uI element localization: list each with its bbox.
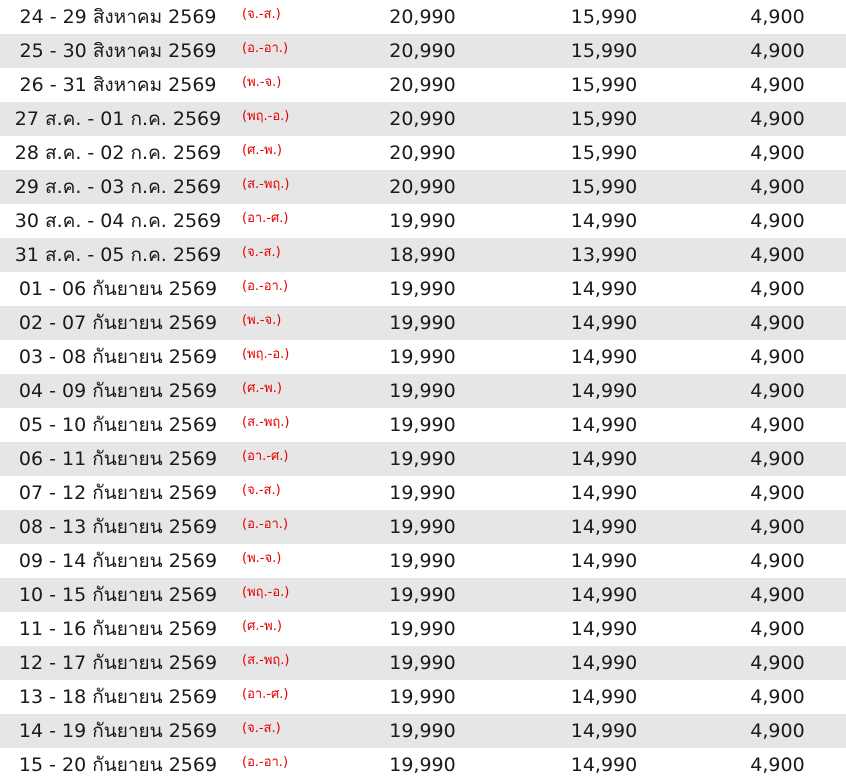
table-row [0,34,846,68]
day-range-cell: (อา.-ศ.) [242,687,289,702]
price-1-cell: 19,990 [389,414,456,436]
table-row [0,646,846,680]
day-range-cell: (ส.-พฤ.) [242,653,290,668]
price-2-cell: 14,990 [570,516,638,538]
price-3-cell: 4,900 [750,40,805,62]
price-2-cell: 14,990 [570,550,638,572]
day-range-cell: (อา.-ศ.) [242,211,289,226]
table-row [0,68,846,102]
price-1-cell: 19,990 [389,720,456,742]
price-1-cell: 20,990 [389,74,456,96]
date-range-cell: 28 ส.ค. - 02 ก.ค. 2569 [14,142,222,164]
price-3-cell: 4,900 [750,278,805,300]
date-range-cell: 08 - 13 กันยายน 2569 [18,516,218,538]
day-range-cell: (พ.-จ.) [242,75,282,90]
day-range-cell: (ศ.-พ.) [242,143,282,158]
price-2-cell: 14,990 [570,686,638,708]
price-2-cell: 14,990 [570,652,638,674]
date-range-cell: 04 - 09 กันยายน 2569 [18,380,218,402]
price-1-cell: 19,990 [389,346,456,368]
price-1-cell: 19,990 [389,210,456,232]
table-row [0,102,846,136]
price-3-cell: 4,900 [750,380,805,402]
price-3-cell: 4,900 [750,482,805,504]
price-1-cell: 20,990 [389,176,456,198]
price-3-cell: 4,900 [750,142,805,164]
price-2-cell: 14,990 [570,754,638,776]
price-3-cell: 4,900 [750,346,805,368]
price-2-cell: 15,990 [570,108,638,130]
price-1-cell: 19,990 [389,516,456,538]
price-2-cell: 14,990 [570,210,638,232]
price-3-cell: 4,900 [750,686,805,708]
date-range-cell: 24 - 29 สิงหาคม 2569 [19,6,217,28]
date-range-cell: 05 - 10 กันยายน 2569 [18,414,218,436]
price-2-cell: 14,990 [570,720,638,742]
price-2-cell: 15,990 [570,74,638,96]
date-range-cell: 06 - 11 กันยายน 2569 [18,448,218,470]
price-1-cell: 19,990 [389,550,456,572]
price-2-cell: 14,990 [570,278,638,300]
price-2-cell: 14,990 [570,346,638,368]
day-range-cell: (อา.-ศ.) [242,449,289,464]
price-3-cell: 4,900 [750,448,805,470]
price-1-cell: 19,990 [389,312,456,334]
price-3-cell: 4,900 [750,516,805,538]
table-row [0,272,846,306]
day-range-cell: (อ.-อา.) [242,755,289,770]
day-range-cell: (ส.-พฤ.) [242,177,290,192]
price-3-cell: 4,900 [750,584,805,606]
price-1-cell: 20,990 [389,108,456,130]
price-2-cell: 15,990 [570,40,638,62]
price-2-cell: 15,990 [570,176,638,198]
day-range-cell: (พฤ.-อ.) [242,585,290,600]
price-1-cell: 20,990 [389,40,456,62]
table-row [0,680,846,714]
date-range-cell: 09 - 14 กันยายน 2569 [18,550,218,572]
price-2-cell: 14,990 [570,380,638,402]
table-row [0,170,846,204]
price-1-cell: 18,990 [389,244,456,266]
table-row [0,748,846,782]
day-range-cell: (พฤ.-อ.) [242,347,290,362]
date-range-cell: 03 - 08 กันยายน 2569 [18,346,218,368]
day-range-cell: (ศ.-พ.) [242,619,282,634]
price-1-cell: 19,990 [389,584,456,606]
date-range-cell: 26 - 31 สิงหาคม 2569 [19,74,217,96]
day-range-cell: (จ.-ส.) [242,245,281,260]
day-range-cell: (อ.-อา.) [242,41,289,56]
date-range-cell: 01 - 06 กันยายน 2569 [18,278,218,300]
price-2-cell: 14,990 [570,448,638,470]
price-3-cell: 4,900 [750,754,805,776]
price-1-cell: 20,990 [389,6,456,28]
date-range-cell: 11 - 16 กันยายน 2569 [18,618,218,640]
date-range-cell: 25 - 30 สิงหาคม 2569 [19,40,217,62]
price-1-cell: 19,990 [389,618,456,640]
price-3-cell: 4,900 [750,652,805,674]
price-2-cell: 13,990 [570,244,638,266]
table-row [0,306,846,340]
date-range-cell: 12 - 17 กันยายน 2569 [18,652,218,674]
price-1-cell: 19,990 [389,380,456,402]
table-row [0,476,846,510]
date-range-cell: 27 ส.ค. - 01 ก.ค. 2569 [14,108,222,130]
price-3-cell: 4,900 [750,244,805,266]
price-3-cell: 4,900 [750,210,805,232]
price-3-cell: 4,900 [750,550,805,572]
day-range-cell: (พ.-จ.) [242,551,282,566]
price-3-cell: 4,900 [750,414,805,436]
date-range-cell: 30 ส.ค. - 04 ก.ค. 2569 [14,210,222,232]
day-range-cell: (จ.-ส.) [242,721,281,736]
day-range-cell: (จ.-ส.) [242,7,281,22]
date-range-cell: 15 - 20 กันยายน 2569 [18,754,218,776]
table-row [0,238,846,272]
date-range-cell: 31 ส.ค. - 05 ก.ค. 2569 [14,244,222,266]
date-range-cell: 02 - 07 กันยายน 2569 [18,312,218,334]
price-3-cell: 4,900 [750,720,805,742]
price-3-cell: 4,900 [750,312,805,334]
table-row [0,340,846,374]
price-1-cell: 19,990 [389,686,456,708]
day-range-cell: (อ.-อา.) [242,279,289,294]
price-3-cell: 4,900 [750,176,805,198]
price-3-cell: 4,900 [750,6,805,28]
table-row [0,510,846,544]
table-row [0,204,846,238]
price-3-cell: 4,900 [750,74,805,96]
price-2-cell: 14,990 [570,584,638,606]
price-3-cell: 4,900 [750,618,805,640]
price-2-cell: 14,990 [570,618,638,640]
day-range-cell: (พ.-จ.) [242,313,282,328]
price-1-cell: 20,990 [389,142,456,164]
table-row [0,578,846,612]
table-row [0,408,846,442]
price-1-cell: 19,990 [389,754,456,776]
table-row [0,544,846,578]
day-range-cell: (ศ.-พ.) [242,381,282,396]
price-2-cell: 14,990 [570,482,638,504]
price-2-cell: 15,990 [570,142,638,164]
date-range-cell: 10 - 15 กันยายน 2569 [18,584,218,606]
table-row [0,612,846,646]
date-range-cell: 07 - 12 กันยายน 2569 [18,482,218,504]
table-row [0,0,846,34]
price-1-cell: 19,990 [389,448,456,470]
table-row [0,714,846,748]
date-range-cell: 13 - 18 กันยายน 2569 [18,686,218,708]
table-row [0,374,846,408]
date-range-cell: 29 ส.ค. - 03 ก.ค. 2569 [14,176,222,198]
date-range-cell: 14 - 19 กันยายน 2569 [18,720,218,742]
price-2-cell: 14,990 [570,312,638,334]
price-1-cell: 19,990 [389,652,456,674]
price-1-cell: 19,990 [389,278,456,300]
price-2-cell: 15,990 [570,6,638,28]
day-range-cell: (จ.-ส.) [242,483,281,498]
table-row [0,442,846,476]
table-row [0,136,846,170]
day-range-cell: (พฤ.-อ.) [242,109,290,124]
price-3-cell: 4,900 [750,108,805,130]
day-range-cell: (ส.-พฤ.) [242,415,290,430]
price-2-cell: 14,990 [570,414,638,436]
price-1-cell: 19,990 [389,482,456,504]
day-range-cell: (อ.-อา.) [242,517,289,532]
